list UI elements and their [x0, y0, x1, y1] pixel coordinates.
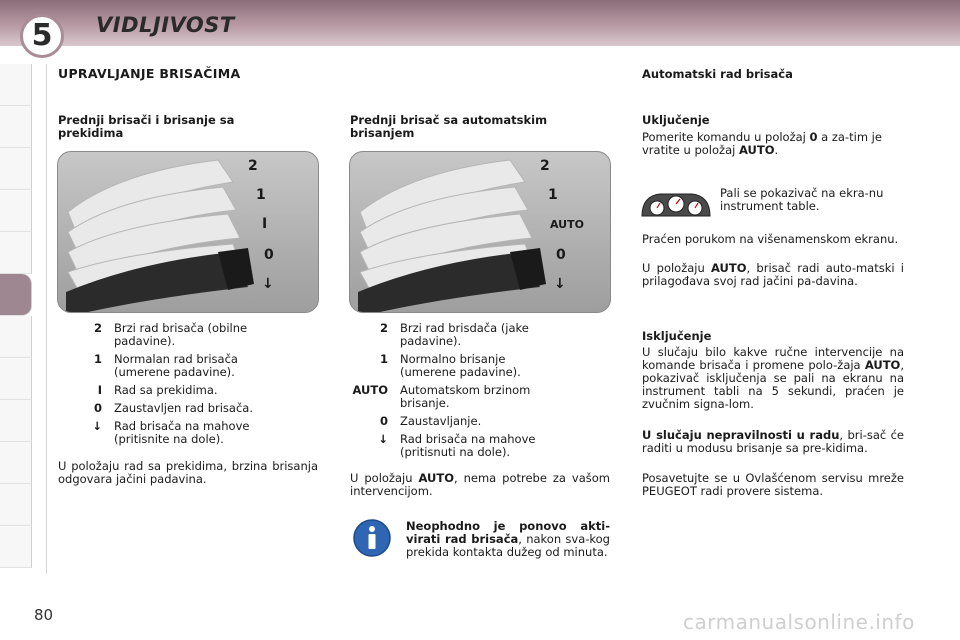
- legend-row: [340, 415, 555, 428]
- chapter-tab[interactable]: [0, 442, 32, 484]
- legend-text: Brzi rad brisdača (jake padavine).: [400, 321, 529, 348]
- chapter-tab[interactable]: [0, 358, 32, 400]
- followed-text: Praćen porukom na višenamenskom ekranu.: [642, 232, 899, 246]
- legend-row: [340, 322, 555, 348]
- legend-key: 0: [93, 401, 102, 415]
- off-bold: AUTO: [864, 358, 901, 372]
- auto-bold: AUTO: [711, 261, 747, 275]
- note-text: U položaju: [350, 471, 419, 485]
- chapter-tabs: [0, 64, 32, 568]
- legend-row: [340, 353, 555, 379]
- col2-legend: [340, 322, 555, 464]
- legend-key: ↓: [378, 432, 388, 446]
- col2-subtitle: Prednji brisač sa automatskim brisanjem: [350, 113, 548, 140]
- stalk-mark: 1: [256, 187, 266, 203]
- off-text-part: , pokazivač isključenja se pali na ekranu na instrument tabli na 5 sekundi, praćen je zvučnim signa-lom.: [642, 358, 904, 411]
- off-title: Isključenje: [642, 329, 712, 343]
- on-bold: AUTO: [738, 143, 775, 157]
- chapter-tab[interactable]: [0, 526, 32, 568]
- chapter-tab[interactable]: [0, 232, 32, 274]
- page-number: 80: [34, 606, 54, 624]
- auto-text: [642, 262, 904, 288]
- on-bold: 0: [809, 130, 818, 144]
- info-text: , nakon sva-kog prekida kontakta dužeg od minuta.: [406, 532, 610, 559]
- on-text: [642, 131, 904, 157]
- col1-legend: [58, 322, 258, 451]
- stalk-mark: ↓: [554, 276, 566, 292]
- legend-key: 0: [379, 414, 388, 428]
- stalk-mark: 0: [264, 247, 274, 263]
- fault-text: [642, 429, 904, 455]
- instrument-cluster-icon: [640, 190, 712, 220]
- chapter-tab[interactable]: [0, 400, 32, 442]
- stalk-mark: AUTO: [550, 218, 584, 231]
- indicator-text: Pali se pokazivač na ekra-nu instrument table.: [720, 186, 884, 213]
- margin-rule: [46, 64, 47, 574]
- chapter-title: VIDLJIVOST: [96, 13, 235, 37]
- off-text-part: U slučaju bilo kakve ručne intervencije na komande brisača i promene polo-žaja: [642, 345, 904, 372]
- chapter-tab[interactable]: [0, 316, 32, 358]
- chapter-tab-active[interactable]: [0, 274, 32, 316]
- legend-text: Zaustavljen rad brisača.: [114, 401, 253, 415]
- stalk-mark: 2: [540, 158, 550, 174]
- legend-text: Automatskom brzinom brisanje.: [400, 383, 531, 410]
- stalk-mark: ↓: [262, 276, 274, 292]
- note-text: , nema potrebe za vašom intervencijom.: [350, 471, 610, 498]
- chapter-tab[interactable]: [0, 190, 32, 232]
- col1-subtitle: Prednji brisači i brisanje sa prekidima: [58, 113, 235, 140]
- off-text: [642, 346, 904, 411]
- chapter-tab[interactable]: [0, 106, 32, 148]
- service-text: Posavetujte se u Ovlašćenom servisu mreže PEUGEOT radi provere sistema.: [642, 471, 904, 498]
- legend-row: [58, 384, 258, 397]
- legend-key: 2: [379, 321, 388, 335]
- legend-key: 1: [379, 352, 388, 366]
- legend-row: [340, 433, 555, 459]
- wiper-stalk-illustration: [57, 151, 319, 313]
- stalk-mark: 0: [556, 247, 566, 263]
- info-bold: Neophodno je ponovo akti-virati rad brisača: [406, 519, 610, 546]
- fault-text-part: , bri-sač će raditi u modusu brisanje sa pre-kidima.: [642, 428, 904, 455]
- stalk-mark: 2: [248, 158, 258, 174]
- on-text-part: a za-tim je vratite u položaj: [642, 130, 882, 157]
- auto-text-part: U položaju: [642, 261, 712, 275]
- chapter-tab[interactable]: [0, 148, 32, 190]
- note-bold: AUTO: [418, 471, 454, 485]
- chapter-tab[interactable]: [0, 64, 32, 106]
- legend-row: [58, 322, 258, 348]
- col2-note: [350, 472, 610, 498]
- legend-key: AUTO: [352, 383, 388, 397]
- legend-row: [340, 384, 555, 410]
- stalk-mark: 1: [548, 187, 558, 203]
- legend-key: ↓: [92, 419, 102, 433]
- legend-text: Rad brisača na mahove (pritisnuti na dole).: [400, 432, 536, 459]
- legend-row: [58, 402, 258, 415]
- watermark: carmanualsonline.info: [683, 610, 915, 634]
- legend-key: 2: [93, 321, 102, 335]
- on-text-part: Pomerite komandu u položaj: [642, 130, 810, 144]
- fault-bold: U slučaju nepravilnosti u radu: [642, 428, 840, 442]
- legend-text: Zaustavljanje.: [400, 414, 482, 428]
- legend-key: I: [97, 383, 102, 397]
- legend-text: Rad brisača na mahove (pritisnite na dole).: [114, 419, 250, 446]
- auto-text-part: , brisač radi auto-matski i prilagođava svoj rad jačini pa-davina.: [642, 261, 904, 288]
- on-title: Uključenje: [642, 113, 710, 127]
- chapter-number: 5: [20, 14, 64, 58]
- auto-wiper-stalk-illustration: [349, 151, 611, 313]
- legend-text: Rad sa prekidima.: [114, 383, 218, 397]
- on-text-part: .: [774, 143, 779, 157]
- legend-row: [58, 420, 258, 446]
- stalk-mark: I: [262, 216, 268, 232]
- info-icon: [352, 518, 392, 558]
- legend-text: Normalan rad brisača (umerene padavine).: [114, 352, 238, 379]
- chapter-tab[interactable]: [0, 484, 32, 526]
- legend-row: [58, 353, 258, 379]
- legend-text: Normalno brisanje (umerene padavine).: [400, 352, 521, 379]
- col3-title: Automatski rad brisača: [642, 67, 793, 81]
- info-note: [406, 520, 610, 559]
- legend-text: Brzi rad brisača (obilne padavine).: [114, 321, 248, 348]
- legend-key: 1: [93, 352, 102, 366]
- section-title: UPRAVLJANJE BRISAČIMA: [58, 66, 241, 81]
- col1-note: U položaju rad sa prekidima, brzina brisanja odgovara jačini padavina.: [58, 459, 318, 486]
